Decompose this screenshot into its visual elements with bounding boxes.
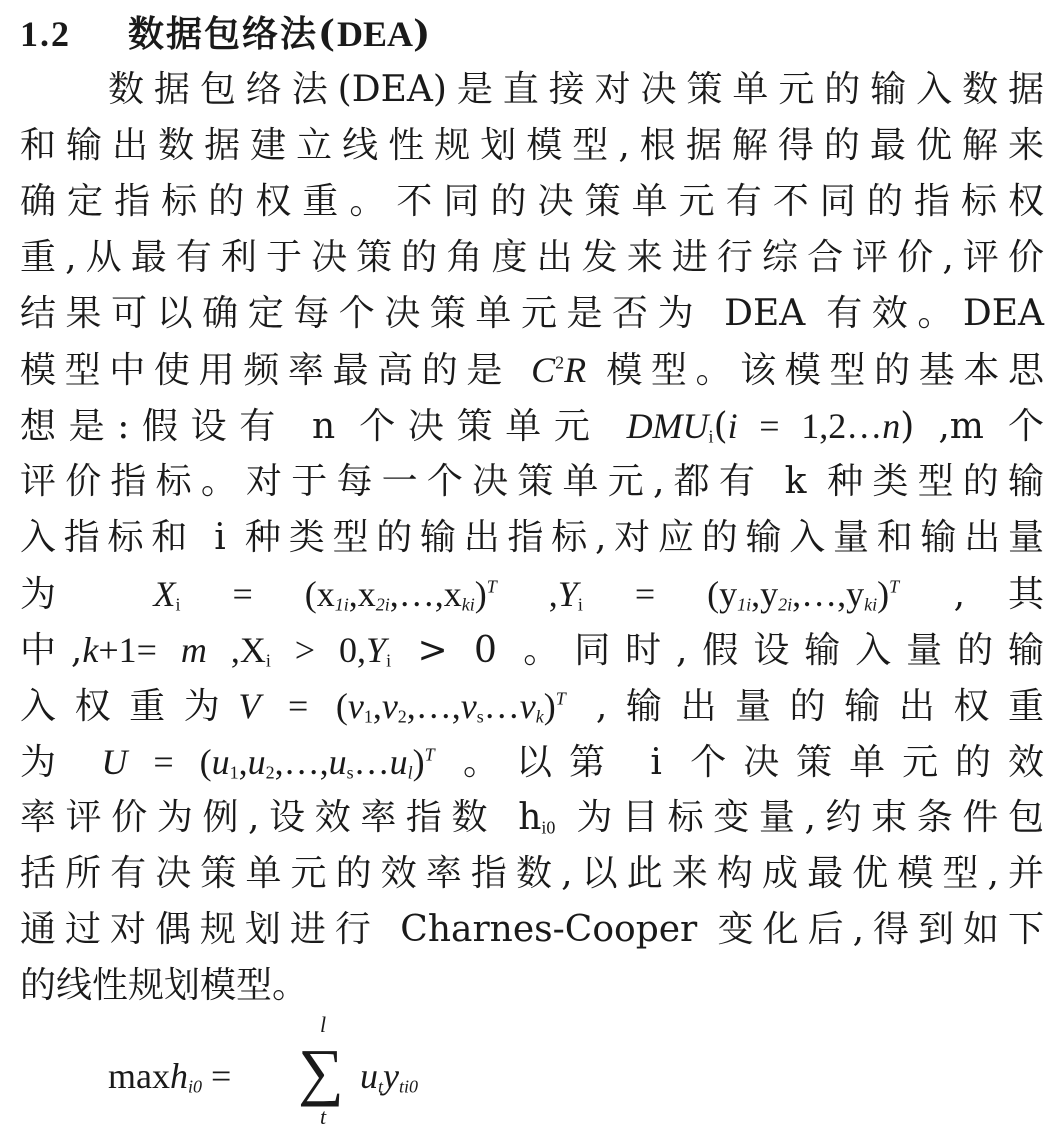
paragraph-line-16: 通过对偶规划进行 Charnes-Cooper 变化后,得到如下 xyxy=(20,909,1044,950)
paragraph-line-5: 结果可以确定每个决策单元是否为 DEA 有效。DEA xyxy=(20,293,1044,334)
section-title: 数据包络法( xyxy=(128,13,338,55)
summation-sign: ∑ xyxy=(298,1036,344,1107)
paragraph-line-12: 入权重为$V = (v_1,v_2,\dots,v_s\dots v_k)^T$ ,输出量的输出权重 xyxy=(20,686,1044,727)
objective-formula xyxy=(108,1010,528,1135)
paragraph-line-4: 重,从最有利于决策的角度出发来进行综合评价,评价 xyxy=(20,237,1044,278)
paragraph-line-3: 确定指标的权重。不同的决策单元有不同的指标权 xyxy=(20,181,1044,222)
paragraph-line-11: 中,k+1= m $,X_i > 0,Y_i > 0$ 。同时,假设输入量的输 xyxy=(20,630,1045,671)
paragraph-line-9: 入指标和 i 种类型的输出指标,对应的输入量和输出量 xyxy=(20,517,1044,558)
section-abbr: DEA xyxy=(337,14,414,54)
sum-upper-limit: l xyxy=(320,1012,327,1037)
formula-rhs: $u_ty_{ti0}$ xyxy=(360,1056,419,1097)
paragraph-line-8: 评价指标。对于每一个决策单元,都有 k 种类型的输 xyxy=(20,461,1044,502)
paragraph-line-6: 模型中使用频率最高的是 $C^2R$ 模型。该模型的基本思 xyxy=(20,350,1044,391)
paragraph-line-2: 和输出数据建立线性规划模型,根据解得的最优解来 xyxy=(20,125,1044,166)
formula-lhs: maxh$_{i0}$ = xyxy=(108,1056,232,1097)
paragraph-line-13: 为 $U = (u_1,u_2,\dots,u_s\dots u_l)^T$ 。以第 i 个决策单元的效 xyxy=(20,742,1044,783)
paragraph-line-7: 想是:假设有 n 个决策单元 $DMU_i(i$ = 1,2…n) ,m 个 xyxy=(20,406,1044,447)
section-number: 1.2 xyxy=(20,14,71,54)
paragraph-line-14: 率评价为例,设效率指数 $h_{i0}$ 为目标变量,约束条件包 xyxy=(20,797,1044,838)
sum-lower-index: t xyxy=(320,1104,327,1129)
paragraph-line-1: 数据包络法(DEA)是直接对决策单元的输入数据 xyxy=(108,69,1044,110)
paragraph-line-10: 为 $X_i$ = $(x_{1i},x_{2i},\dots,x_{ki})^T$ $,Y_i$ = $(y_{1i},y_{2i},\dots,y_{ki})^T$ ,其 xyxy=(20,574,1045,615)
paragraph-line-17: 的线性规划模型。 xyxy=(20,965,309,1006)
paragraph-line-15: 括所有决策单元的效率指数,以此来构成最优模型,并 xyxy=(20,853,1044,894)
section-heading xyxy=(20,6,430,62)
section-close: ) xyxy=(413,13,431,55)
